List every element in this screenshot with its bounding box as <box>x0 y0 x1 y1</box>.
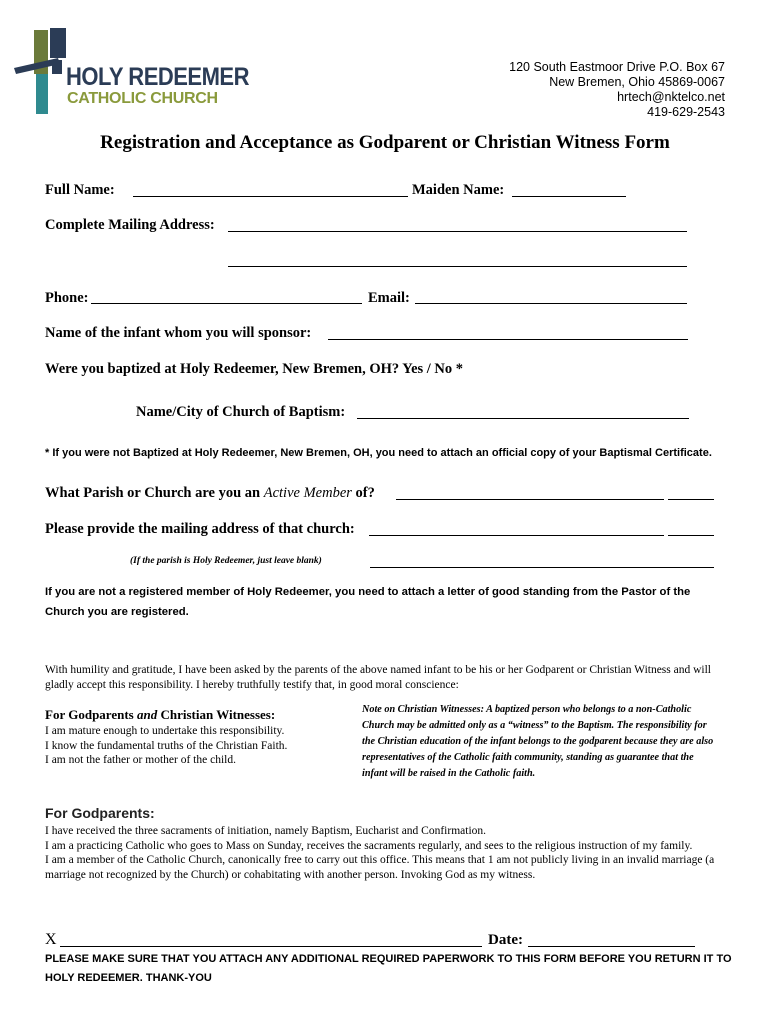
maiden-name-input[interactable] <box>512 196 626 197</box>
full-name-input[interactable] <box>133 196 408 197</box>
logo-title: HOLY REDEEMER <box>66 62 249 91</box>
registered-member-note: If you are not a registered member of Holy Redeemer, you need to attach a letter of good standing from the Pastor of the Church you are registered. <box>45 586 691 618</box>
godparents-witnesses-list <box>45 724 355 768</box>
parish-label: What Parish or Church are you an Active Member of? <box>45 485 375 501</box>
witness-note: Note on Christian Witnesses: A baptized person who belongs to a non-Catholic Church may be admitted only as a “witness” to the Baptism. The responsibility for the Christian education of the infant belongs to the godparent because they are also representatives of the Catholic faith community, standing as guarantee that the infant will be raised in the Catholic faith. <box>362 704 714 779</box>
email-label: Email: <box>368 290 410 306</box>
address-email: hrtech@nktelco.net <box>617 90 725 104</box>
list-item: I am not the father or mother of the child. <box>45 754 236 766</box>
maiden-name-label: Maiden Name: <box>412 182 505 198</box>
phone-input[interactable] <box>91 303 362 304</box>
infant-label: Name of the infant whom you will sponsor: <box>45 325 312 341</box>
address-phone: 419-629-2543 <box>647 105 725 119</box>
church-address-label: Please provide the mailing address of that church: <box>45 521 355 537</box>
godparents-heading: For Godparents: <box>45 805 155 821</box>
form-title: Registration and Acceptance as Godparent or Christian Witness Form <box>100 132 670 153</box>
signature-input[interactable] <box>60 946 482 947</box>
logo-subtitle: CATHOLIC CHURCH <box>67 90 218 107</box>
church-address-hint: (If the parish is Holy Redeemer, just leave blank) <box>130 556 322 566</box>
list-item: I know the fundamental truths of the Christian Faith. <box>45 739 288 752</box>
list-item: I am a member of the Catholic Church, canonically free to carry out this office. This means that 1 am not publicly living in an invalid marriage (a marriage not recognized by the Church) or cohabitating with another person. Invoking God as my witness. <box>45 854 715 881</box>
list-item: I am a practicing Catholic who goes to Mass on Sunday, receives the sacraments regularly, and sees to the religious instruction of my family. <box>45 839 693 852</box>
list-item: I am mature enough to undertake this responsibility. <box>45 725 285 737</box>
email-input[interactable] <box>415 303 687 304</box>
address-line-2: New Bremen, Ohio 45869-0067 <box>549 75 725 89</box>
footer-instruction: PLEASE MAKE SURE THAT YOU ATTACH ANY ADDITIONAL REQUIRED PAPERWORK TO THIS FORM BEFORE YOU RETURN IT TO HOLY REDEEMER. THANK-YOU <box>45 953 732 984</box>
godparents-list <box>45 824 735 882</box>
phone-label: Phone: <box>45 290 89 306</box>
baptized-question: Were you baptized at Holy Redeemer, New Bremen, OH? Yes / No * <box>45 361 464 377</box>
mailing-address-input-2[interactable] <box>228 266 687 267</box>
church-address-input-2[interactable] <box>668 535 714 536</box>
parish-input-2[interactable] <box>668 499 714 500</box>
mailing-address-label: Complete Mailing Address: <box>45 217 215 233</box>
church-address-input-3[interactable] <box>370 567 714 568</box>
list-item: I have received the three sacraments of initiation, namely Baptism, Eucharist and Confirmation. <box>45 825 487 837</box>
mailing-address-input-1[interactable] <box>228 231 687 232</box>
logo-mark-navy <box>50 28 66 58</box>
logo-mark-teal <box>36 74 48 114</box>
infant-input[interactable] <box>328 339 688 340</box>
godparents-witnesses-heading: For Godparents and Christian Witnesses: <box>45 707 276 722</box>
date-label: Date: <box>488 932 523 948</box>
logo-mark-navy-low <box>52 60 62 74</box>
signature-x: X <box>45 931 57 948</box>
parish-input-1[interactable] <box>396 499 664 500</box>
date-input[interactable] <box>528 946 695 947</box>
church-of-baptism-label: Name/City of Church of Baptism: <box>136 404 346 420</box>
church-of-baptism-input[interactable] <box>357 418 689 419</box>
declaration-text: With humility and gratitude, I have been asked by the parents of the above named infant to be his or her Godparent or Christian Witness and will gladly accept this responsibility. I hereby truthfully testify that, in good moral conscience: <box>45 664 712 691</box>
address-line-1: 120 South Eastmoor Drive P.O. Box 67 <box>509 60 725 74</box>
full-name-label: Full Name: <box>45 182 115 198</box>
baptismal-certificate-note: * If you were not Baptized at Holy Redeemer, New Bremen, OH, you need to attach an official copy of your Baptismal Certificate. <box>45 447 712 459</box>
church-address-input-1[interactable] <box>369 535 664 536</box>
